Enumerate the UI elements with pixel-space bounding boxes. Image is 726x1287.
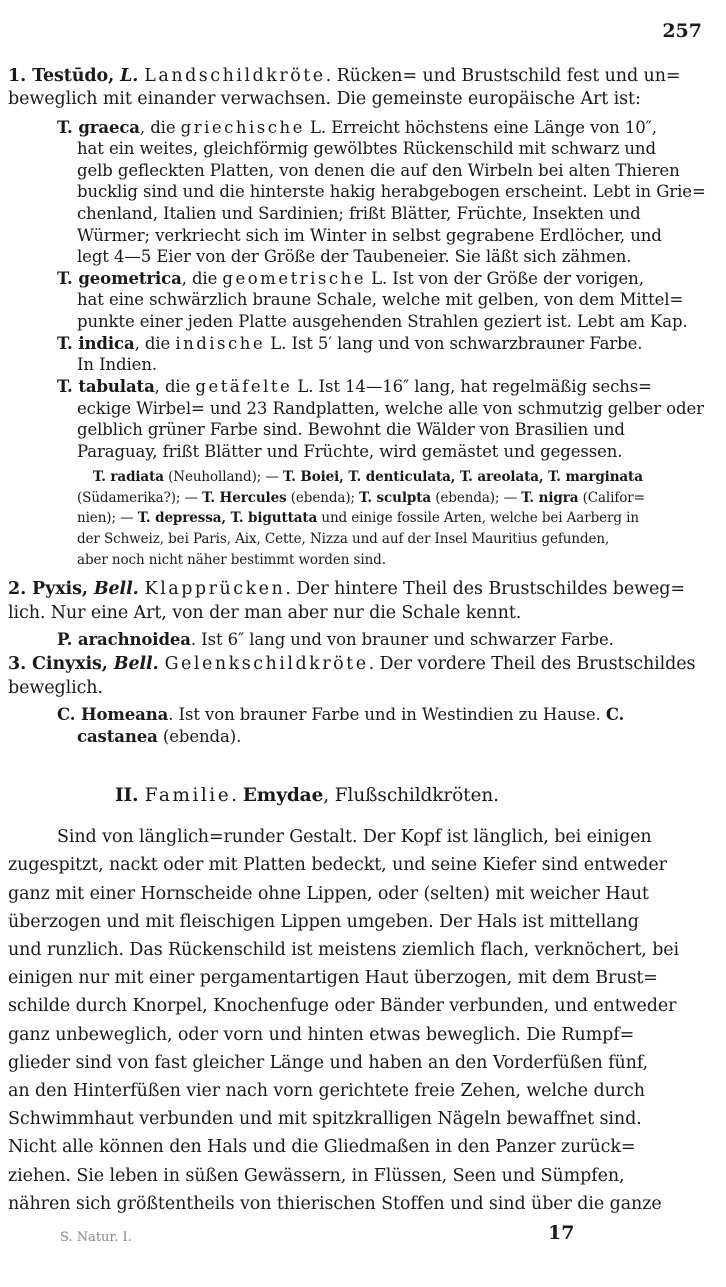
text-line-l23 <box>77 552 386 568</box>
text-line-l37 <box>8 968 658 988</box>
text-run: T. depressa, T. biguttata <box>137 510 318 527</box>
text-run: Bell. <box>93 579 145 600</box>
text-line-l11 <box>77 290 683 309</box>
text-run: L. Ist 14—16″ lang, hat regelmäßig sechs= <box>292 376 652 396</box>
text-line-l10 <box>57 269 644 288</box>
text-run: T. indica <box>57 333 135 353</box>
text-run: . Ist von brauner Farbe und in Westindien zu Hause. <box>168 705 606 724</box>
text-run: T. geometrica <box>57 268 182 288</box>
text-run: Schwimmhaut verbunden und mit spitzkralligen Nägeln bewaffnet sind. <box>8 1109 642 1130</box>
text-run: C. Homeana <box>57 705 169 724</box>
text-run: glieder sind von fast gleicher Länge und haben an den Vorderfüßen fünf, <box>8 1052 649 1073</box>
text-run: schilde durch Knorpel, Knochenfuge oder Bänder verbunden, und entweder <box>8 996 677 1017</box>
text-line-l42 <box>8 1109 642 1129</box>
text-line-l16 <box>77 399 704 418</box>
text-run: T. nigra <box>521 489 579 506</box>
text-run: L. Ist von der Größe der vorigen, <box>366 268 644 288</box>
text-run: geometrische <box>222 268 366 288</box>
text-run: Familie <box>144 784 232 806</box>
text-run: 3. Cinyxis, <box>8 654 114 675</box>
text-line-l35 <box>8 912 639 932</box>
text-line-l09 <box>77 247 631 266</box>
text-run: T. Boiei, T. denticulata, T. areolata, T. marginata <box>282 469 643 486</box>
text-run: ganz unbeweglich, oder vorn und hinten etwas beweglich. Die Rumpf= <box>8 1024 635 1045</box>
text-run: aber noch nicht näher bestimmt worden sind. <box>77 551 386 568</box>
footer-signature-left: S. Natur. I. <box>60 1230 132 1245</box>
text-line-l44 <box>8 1166 624 1186</box>
text-run: und runzlich. Das Rückenschild ist meistens ziemlich flach, verknöchert, bei <box>8 940 680 960</box>
text-run: T. graeca <box>57 117 140 137</box>
text-run: (Neuholland); — <box>163 469 283 486</box>
text-line-l08 <box>77 226 662 245</box>
text-line-l43 <box>8 1137 635 1157</box>
text-line-l06 <box>77 182 706 201</box>
text-run: Emydae <box>242 784 324 806</box>
text-run: (ebenda). <box>157 726 242 746</box>
text-run: Paraguay, frißt Blätter und Früchte, wird gemästet und gegessen. <box>77 441 623 461</box>
text-run: Würmer; verkriecht sich im Winter in selbst gegrabene Erdlöcher, und <box>77 225 662 245</box>
text-run: bucklig sind und die hinterste hakig herabgebogen erscheint. Lebt in Grie= <box>77 182 706 202</box>
text-line-l15 <box>57 377 652 396</box>
text-line-l02 <box>8 89 641 109</box>
text-line-l03 <box>57 118 657 137</box>
text-run: ziehen. Sie leben in süßen Gewässern, in Flüssen, Seen und Sümpfen, <box>8 1165 625 1186</box>
text-run: überzogen und mit fleischigen Lippen umgeben. Der Hals ist mittellang <box>8 911 639 932</box>
text-run: Gelenkschildkröte <box>164 654 369 675</box>
text-run: (Südamerika?); — <box>77 489 203 506</box>
text-line-l05 <box>77 161 680 180</box>
text-run: . Der vordere Theil des Brustschildes <box>368 654 696 675</box>
text-line-l31 <box>115 785 499 806</box>
text-run: L. <box>120 65 145 86</box>
text-line-l30 <box>77 727 241 746</box>
text-line-l21 <box>77 510 639 526</box>
text-line-l26 <box>57 630 614 649</box>
text-run: getäfelte <box>195 376 293 396</box>
text-run: (ebenda); — <box>431 489 522 506</box>
text-run: Landschildkröte <box>144 65 326 86</box>
text-run: . Ist 6″ lang und von brauner und schwarzer Farbe. <box>190 629 614 649</box>
text-line-l36 <box>8 940 679 960</box>
page-number: 257 <box>662 20 702 42</box>
text-run: lich. Nur eine Art, von der man aber nur die Schale kennt. <box>8 602 522 623</box>
text-run: hat eine schwärzlich braune Schale, welche mit gelben, von dem Mittel= <box>77 290 684 310</box>
text-line-l25 <box>8 603 521 623</box>
text-run: zugespitzt, nackt oder mit Platten bedeckt, und seine Kiefer sind entweder <box>8 855 667 876</box>
text-run: , Flußschildkröten. <box>323 784 499 806</box>
text-run: 1. <box>8 65 33 86</box>
text-run: eckige Wirbel= und 23 Randplatten, welche alle von schmutzig gelber oder <box>77 398 704 418</box>
text-run: an den Hinterfüßen vier nach vorn gerichtete freie Zehen, welche durch <box>8 1081 645 1101</box>
text-line-l41 <box>8 1081 645 1101</box>
text-run: Sind von länglich=runder Gestalt. Der Kopf ist länglich, bei einigen <box>57 827 652 848</box>
text-run: II. <box>115 784 145 806</box>
text-run: Bell. <box>113 654 165 675</box>
text-line-l33 <box>8 855 667 875</box>
text-run: nähren sich größtentheils von thierischen Stoffen und sind über die ganze <box>8 1193 662 1214</box>
text-line-l38 <box>8 996 676 1016</box>
text-line-l04 <box>77 139 656 158</box>
text-line-l40 <box>8 1053 648 1073</box>
text-run: punkte einer jeden Platte ausgehenden Strahlen geziert ist. Lebt am Kap. <box>77 312 688 332</box>
text-run: chenland, Italien und Sardinien; frißt Blätter, Früchte, Insekten und <box>77 203 641 223</box>
text-line-l22 <box>77 531 609 547</box>
text-run: Klapprücken <box>144 579 286 600</box>
text-run: . Rücken= und Brustschild fest und un= <box>325 65 681 86</box>
text-run: T. radiata <box>93 469 164 486</box>
text-line-l17 <box>77 420 625 439</box>
text-run: beweglich. <box>8 677 103 698</box>
footer-signature-number: 17 <box>548 1222 575 1244</box>
text-run: , die <box>181 268 223 288</box>
text-line-l27 <box>8 654 695 674</box>
text-line-l14 <box>77 355 157 374</box>
text-line-l34 <box>8 884 649 904</box>
text-line-l19 <box>93 469 643 485</box>
text-line-l20 <box>77 490 645 506</box>
text-run: Testūdo, <box>32 65 121 86</box>
text-run: indische <box>175 333 266 353</box>
text-run: T. sculpta <box>359 489 432 506</box>
text-run: (Califor= <box>578 489 645 506</box>
text-run: T. Hercules <box>202 489 287 506</box>
text-run: hat ein weites, gleichförmig gewölbtes Rückenschild mit schwarz und <box>77 139 656 159</box>
text-run: legt 4—5 Eier von der Größe der Taubeneier. Sie läßt sich zähmen. <box>77 247 632 267</box>
text-run: L. Ist 5′ lang und von schwarzbrauner Farbe. <box>265 333 643 353</box>
text-run: ganz mit einer Hornscheide ohne Lippen, oder (selten) mit weicher Haut <box>8 883 649 904</box>
text-line-l01 <box>8 66 680 86</box>
text-line-l45 <box>8 1194 662 1214</box>
text-line-l13 <box>57 334 642 353</box>
text-run: castanea <box>77 726 158 746</box>
text-line-l29 <box>57 705 624 724</box>
text-line-l39 <box>8 1025 634 1045</box>
text-run: nien); — <box>77 510 138 527</box>
text-run: L. Erreicht höchstens eine Länge von 10″, <box>304 117 657 137</box>
text-run: beweglich mit einander verwachsen. Die gemeinste europäische Art ist: <box>8 89 641 110</box>
text-run: P. arachnoidea <box>57 629 191 649</box>
text-run: 2. Pyxis, <box>8 579 94 600</box>
text-run: (ebenda); <box>286 489 360 506</box>
text-run: . <box>231 784 243 806</box>
text-run: T. tabulata <box>57 376 155 396</box>
text-run: , die <box>154 376 196 396</box>
text-line-l18 <box>77 442 622 461</box>
text-line-l12 <box>77 312 688 331</box>
text-line-l24 <box>8 579 685 599</box>
text-run: In Indien. <box>77 355 158 375</box>
text-run: , die <box>134 333 176 353</box>
text-run: und einige fossile Arten, welche bei Aarberg in <box>317 510 639 527</box>
text-run: griechische <box>180 117 305 137</box>
text-run: . Der hintere Theil des Brustschildes beweg= <box>285 579 685 600</box>
text-line-l32 <box>57 827 652 847</box>
text-line-l28 <box>8 678 103 698</box>
text-run: Nicht alle können den Hals und die Gliedmaßen in den Panzer zurück= <box>8 1137 636 1158</box>
text-run: gelb gefleckten Platten, von denen die auf den Wirbeln bei alten Thieren <box>77 160 680 180</box>
text-line-l07 <box>77 204 641 223</box>
text-run: einigen nur mit einer pergamentartigen Haut überzogen, mit dem Brust= <box>8 968 658 989</box>
text-run: C. <box>605 705 625 724</box>
text-run: , die <box>139 117 181 137</box>
text-run: gelblich grüner Farbe sind. Bewohnt die Wälder von Brasilien und <box>77 420 625 440</box>
text-run: der Schweiz, bei Paris, Aix, Cette, Nizza und auf der Insel Mauritius gefunden, <box>77 531 610 548</box>
